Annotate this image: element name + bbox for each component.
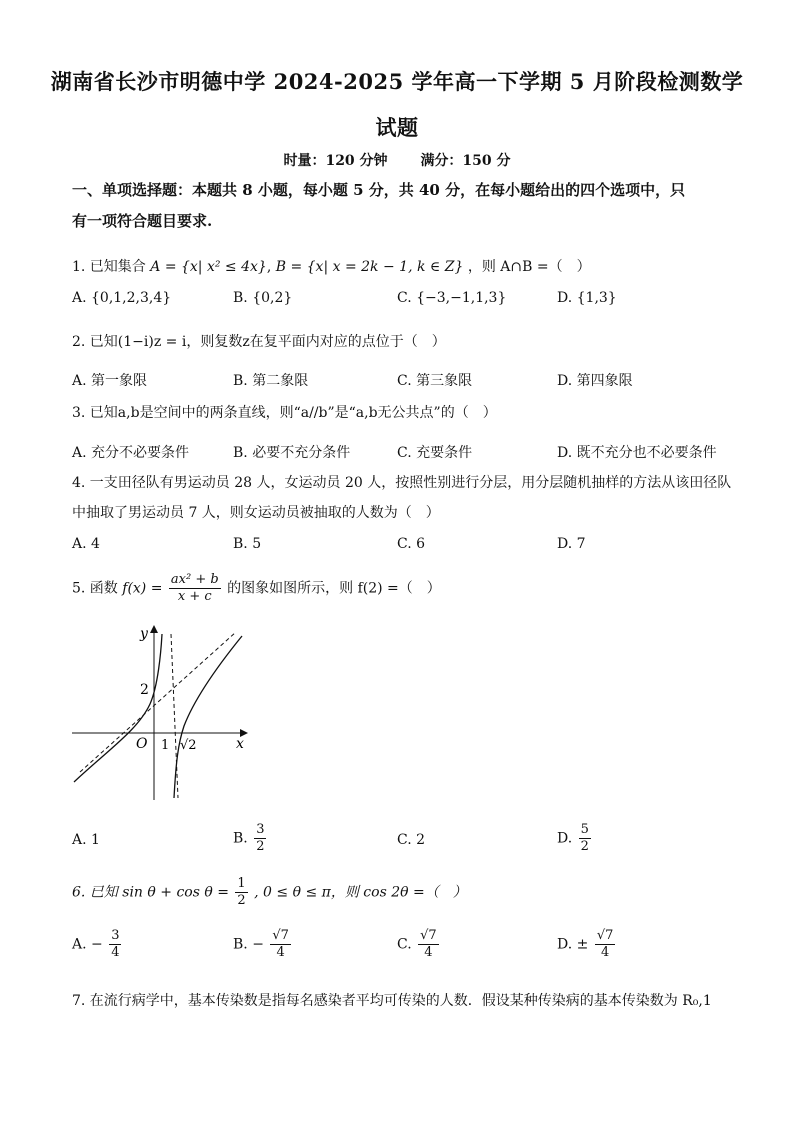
section-heading [72, 175, 722, 237]
question-1: 1. 已知集合 A = {x| x² ≤ 4x}, B = {x| x = 2k − 1, k ∈ Z} ，则 A∩B =（ ） [72, 259, 591, 275]
q5-function-graph [68, 622, 254, 804]
q6-tail: , 0 ≤ θ ≤ π，则 cos 2θ =（ ） [254, 884, 467, 901]
q6-option-b-num: √7 [272, 928, 289, 943]
q5-option-b[interactable] [233, 822, 268, 855]
q6-option-d[interactable] [557, 928, 617, 961]
section-heading-line1: 一、单项选择题：本题共 8 小题，每小题 5 分，共 40 分，在每小题给出的四个选项中，只 [72, 181, 686, 199]
q2-option-c[interactable]: C. 第三象限 [397, 373, 473, 389]
y-intercept-label: 2 [140, 682, 149, 698]
q4-option-a[interactable]: A. 4 [72, 536, 100, 552]
full-score: 满分：150 分 [420, 153, 511, 169]
q6-num: 1 [237, 876, 246, 891]
q5-option-d-num: 5 [580, 822, 589, 837]
x-tick-1-label: 1 [161, 738, 170, 753]
q5-option-b-num: 3 [256, 822, 265, 837]
q5-option-a[interactable]: A. 1 [72, 832, 100, 848]
q6-option-b-den: 4 [276, 945, 285, 960]
q6-option-a[interactable] [72, 928, 123, 961]
exam-meta [0, 150, 794, 170]
q5-option-d-den: 2 [580, 839, 589, 854]
q6-option-a-den: 4 [111, 945, 120, 960]
question-4 [72, 468, 732, 528]
vertical-asymptote [171, 634, 178, 798]
page-title-cont: 试题 [375, 115, 419, 140]
question-5 [72, 572, 732, 605]
q1-option-a[interactable]: A. {0,1,2,3,4} [72, 290, 172, 306]
q5-option-c[interactable]: C. 2 [397, 832, 426, 848]
q6-option-b[interactable] [233, 928, 293, 961]
q6-option-d-fraction [595, 928, 616, 961]
q6-option-c-num: √7 [420, 928, 437, 943]
q6-option-d-num: √7 [596, 928, 614, 943]
time-limit: 时量：120 分钟 [283, 153, 388, 169]
q5-tail: 的图象如图所示，则 f(2) =（ ） [227, 580, 441, 597]
q6-lead: 6. 已知 sin θ + cos θ = [72, 884, 229, 901]
page-title: 湖南省长沙市明德中学 2024-2025 学年高一下学期 5 月阶段检测数学 [50, 69, 744, 94]
q5-option-d-prefix: D. [557, 830, 573, 847]
q2-option-a[interactable]: A. 第一象限 [72, 373, 148, 389]
q2-option-b[interactable]: B. 第二象限 [233, 373, 309, 389]
q5-option-d-fraction [579, 822, 591, 855]
y-axis-label: y [140, 626, 148, 642]
q3-option-b[interactable]: B. 必要不充分条件 [233, 445, 351, 461]
q5-func: f(x) = [122, 580, 163, 597]
q6-option-c-fraction [418, 928, 439, 961]
q5-numerator: ax² + b [170, 572, 219, 587]
q1-tail: ，则 A∩B =（ ） [467, 259, 591, 275]
q4-line2: 中抽取了男运动员 7 人，则女运动员被抽取的人数为（ ） [72, 505, 440, 521]
q6-option-c[interactable] [397, 928, 441, 961]
question-7: 7. 在流行病学中，基本传染数是指每名感染者平均可传染的人数．假设某种传染病的基本传染数为 R₀,1 [72, 993, 712, 1009]
q5-option-b-den: 2 [256, 839, 265, 854]
q6-option-b-prefix: B. − [233, 936, 264, 953]
q6-option-c-den: 4 [424, 945, 433, 960]
q6-option-a-num: 3 [111, 928, 120, 943]
q1-set-a: A = {x| x² ≤ 4x} [150, 259, 267, 275]
q1-option-c[interactable]: C. {−3,−1,1,3} [397, 290, 507, 306]
q5-option-d[interactable] [557, 822, 593, 855]
origin-label: O [136, 736, 148, 752]
q6-option-a-prefix: A. − [72, 936, 103, 953]
q6-option-c-prefix: C. [397, 936, 412, 953]
section-heading-line2: 有一项符合题目要求. [72, 212, 213, 230]
question-3: 3. 已知a,b是空间中的两条直线，则“a//b”是“a,b无公共点”的（ ） [72, 405, 497, 421]
x-tick-sqrt2-label: √2 [180, 738, 197, 753]
q1-option-b[interactable]: B. {0,2} [233, 290, 293, 306]
q1-lead: 1. 已知集合 [72, 259, 146, 275]
q6-fraction [235, 876, 247, 909]
q3-option-a[interactable]: A. 充分不必要条件 [72, 445, 190, 461]
q6-den: 2 [237, 893, 246, 908]
q5-fraction [169, 572, 221, 605]
q5-denominator: x + c [177, 589, 212, 604]
q6-option-d-prefix: D. ± [557, 936, 589, 953]
q1-set-b: B = {x| x = 2k − 1, k ∈ Z} [275, 259, 464, 275]
y-axis-arrow [150, 625, 158, 633]
q5-option-b-fraction [254, 822, 266, 855]
question-2: 2. 已知(1−i)z = i，则复数z在复平面内对应的点位于（ ） [72, 334, 446, 350]
q4-option-d[interactable]: D. 7 [557, 536, 586, 552]
q1-option-d[interactable]: D. {1,3} [557, 290, 617, 306]
question-6 [72, 876, 732, 909]
q6-option-a-fraction [109, 928, 121, 961]
slant-asymptote [80, 632, 236, 772]
q4-option-b[interactable]: B. 5 [233, 536, 262, 552]
q6-option-b-fraction [270, 928, 291, 961]
x-axis-label: x [236, 736, 244, 752]
q4-line1: 4. 一支田径队有男运动员 28 人，女运动员 20 人，按照性别进行分层，用分层随机抽样的方法从该田径队 [72, 475, 732, 491]
q5-lead: 5. 函数 [72, 580, 118, 597]
q3-option-d[interactable]: D. 既不充分也不必要条件 [557, 445, 717, 461]
q6-option-d-den: 4 [600, 945, 610, 960]
q4-option-c[interactable]: C. 6 [397, 536, 426, 552]
curve-left-branch [74, 634, 162, 782]
q5-option-b-prefix: B. [233, 830, 248, 847]
q3-option-c[interactable]: C. 充要条件 [397, 445, 473, 461]
q2-option-d[interactable]: D. 第四象限 [557, 373, 633, 389]
curve-right-branch [174, 636, 242, 798]
